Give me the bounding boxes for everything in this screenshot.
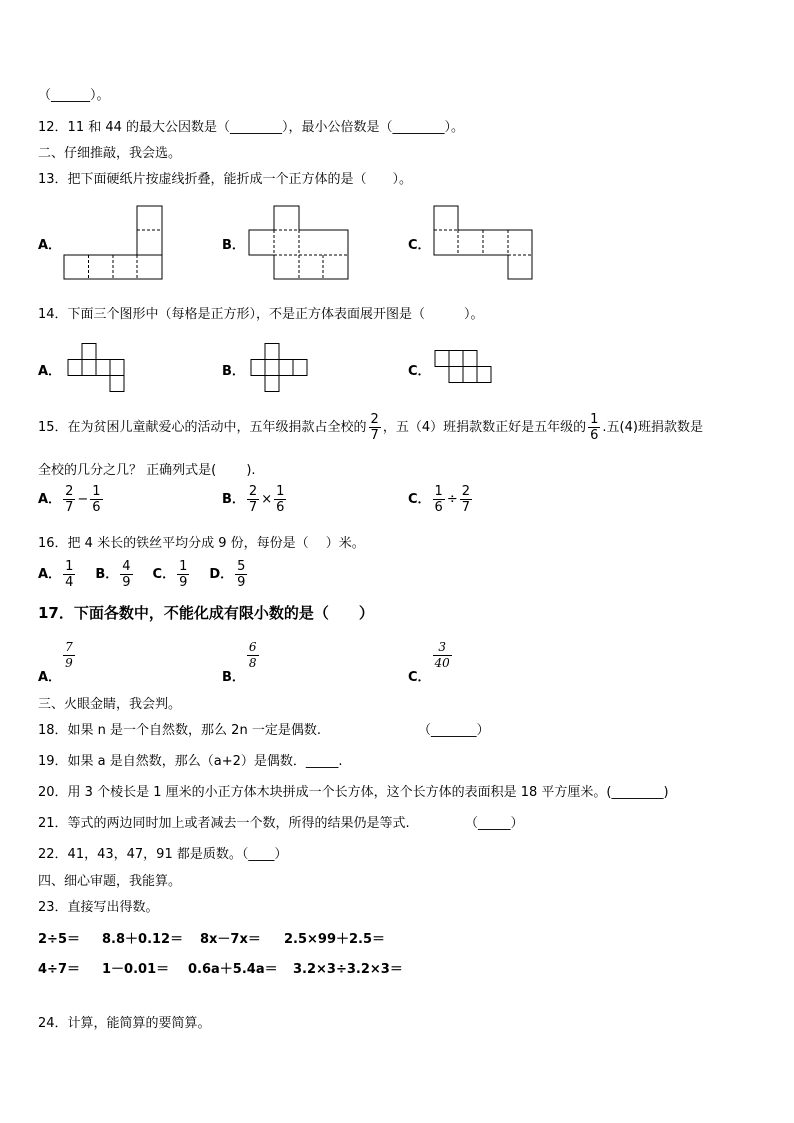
q15-text-3: .五(4)班捐款数是 bbox=[602, 420, 703, 435]
q13-option-b-label: B． bbox=[222, 238, 245, 253]
q15-fraction-1: $\frac{2}{7}$ bbox=[370, 412, 379, 443]
q23-item: 4÷7＝ bbox=[38, 962, 80, 977]
q23-item: 2.5×99＋2.5＝ bbox=[284, 932, 386, 947]
question-18: 18．如果 n 是一个自然数，那么 2n 一定是偶数. bbox=[38, 723, 321, 738]
q13-net-a bbox=[64, 205, 164, 280]
question-19: 19．如果 a 是自然数，那么（a+2）是偶数．_____. bbox=[38, 754, 343, 769]
q21-blank: （_____） bbox=[465, 816, 524, 831]
q15-option-c: C． $\frac{1}{6}$ ÷ $\frac{2}{7}$ bbox=[408, 484, 471, 515]
q14-option-a-label: A． bbox=[38, 364, 62, 379]
q17-option-b: B． $\frac{6}{8}$ bbox=[222, 640, 257, 685]
question-16: 16．把 4 米长的铁丝平均分成 9 份，每份是（ ）米。 bbox=[38, 536, 365, 551]
q15-option-a: A． $\frac{2}{7}$ − $\frac{1}{6}$ bbox=[38, 484, 101, 515]
q17-option-a: A． $\frac{7}{9}$ bbox=[38, 640, 73, 685]
q14-net-a bbox=[68, 343, 128, 393]
q14-net-b bbox=[251, 343, 311, 393]
question-12: 12．11 和 44 的最大公因数是（________），最小公倍数是（________）。 bbox=[38, 120, 465, 135]
section-4-title: 四、细心审题，我能算。 bbox=[38, 874, 182, 889]
q23-item: 0.6a＋5.4a＝ bbox=[188, 962, 278, 977]
q14-option-b-label: B． bbox=[222, 364, 245, 379]
question-20: 20．用 3 个棱长是 1 厘米的小正方体木块拼成一个长方体，这个长方体的表面积是 18 平方厘米。(________) bbox=[38, 785, 669, 800]
q23-row-2 bbox=[38, 958, 403, 977]
q23-item: 8x－7x＝ bbox=[200, 932, 261, 947]
section-2-title: 二、仔细推敲，我会选。 bbox=[38, 146, 182, 161]
question-24: 24．计算，能简算的要简算。 bbox=[38, 1016, 211, 1031]
question-17: 17．下面各数中，不能化成有限小数的是（ ） bbox=[38, 604, 374, 622]
q13-net-c bbox=[434, 205, 534, 280]
q23-item: 1－0.01＝ bbox=[102, 962, 170, 977]
q15-text-2: ，五（4）班捐款数正好是五年级的 bbox=[382, 420, 587, 435]
q23-item: 8.8＋0.12＝ bbox=[102, 932, 184, 947]
question-15-line-2: 全校的几分之几？ 正确列式是( ). bbox=[38, 463, 256, 478]
q15-fraction-2: $\frac{1}{6}$ bbox=[590, 412, 599, 443]
q23-item: 2÷5＝ bbox=[38, 932, 80, 947]
question-23: 23．直接写出得数。 bbox=[38, 900, 159, 915]
q23-item: 3.2×3÷3.2×3＝ bbox=[293, 962, 403, 977]
q23-row-1 bbox=[38, 928, 385, 947]
q15-option-b: B． $\frac{2}{7}$ × $\frac{1}{6}$ bbox=[222, 484, 285, 515]
q13-option-c-label: C． bbox=[408, 238, 431, 253]
q16-options: A． $\frac{1}{4}$ B． $\frac{4}{9}$ C． $\frac{1}{9}$ D． $\frac{5}{9}$ bbox=[38, 559, 246, 590]
q18-blank: （_______） bbox=[418, 723, 490, 738]
question-22: 22．41，43，47，91 都是质数。（____） bbox=[38, 847, 288, 862]
question-21: 21．等式的两边同时加上或者减去一个数，所得的结果仍是等式. bbox=[38, 816, 410, 831]
q17-option-c: C． $\frac{3}{40}$ bbox=[408, 640, 450, 685]
q14-option-c-label: C． bbox=[408, 364, 431, 379]
question-15-line-1 bbox=[38, 412, 703, 443]
q13-net-b bbox=[249, 205, 349, 280]
q13-option-a-label: A． bbox=[38, 238, 62, 253]
q14-net-c bbox=[435, 350, 495, 386]
question-13: 13．把下面硬纸片按虚线折叠，能折成一个正方体的是（ ）。 bbox=[38, 172, 413, 187]
q15-text-1: 15．在为贫困儿童献爱心的活动中，五年级捐款占全校的 bbox=[38, 420, 367, 435]
q11-tail: （______）。 bbox=[38, 88, 110, 103]
section-3-title: 三、火眼金睛，我会判。 bbox=[38, 697, 182, 712]
question-14: 14．下面三个图形中（每格是正方形），不是正方体表面展开图是（ ）。 bbox=[38, 307, 484, 322]
